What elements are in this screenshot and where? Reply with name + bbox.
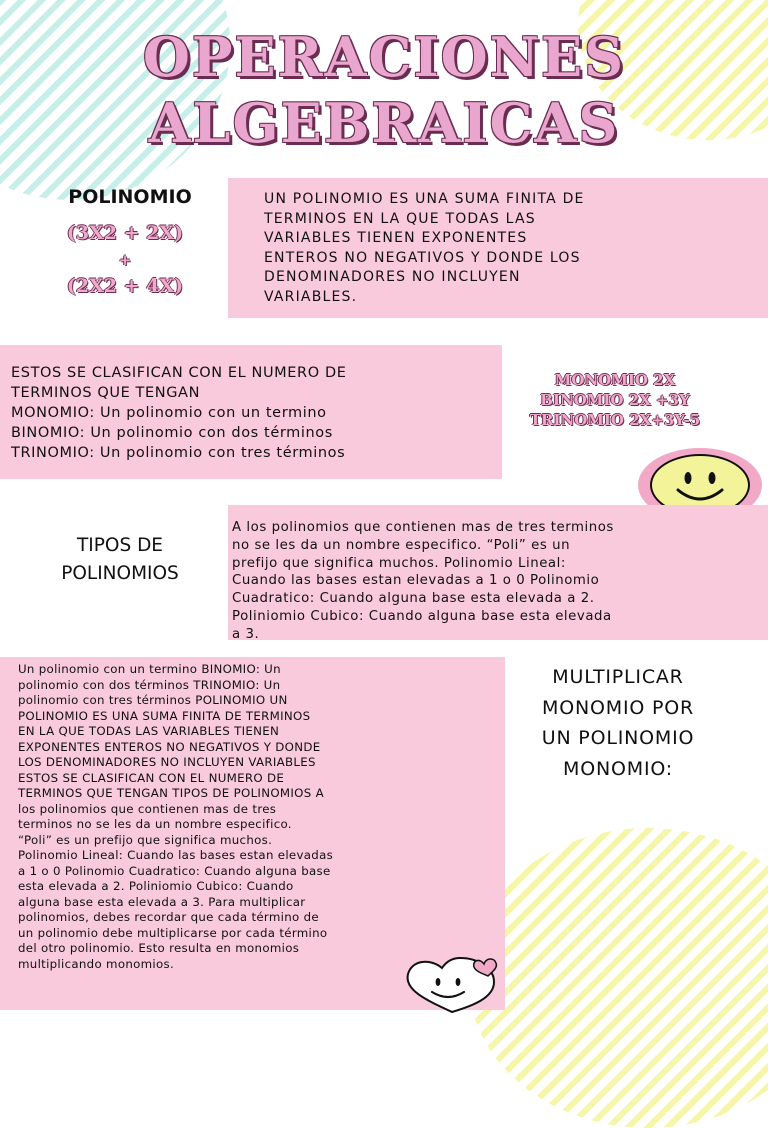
page-title-line-2: ALGEBRAICAS: [148, 91, 620, 155]
tipos-text: A los polinomios que contienen mas de tres terminos no se les da un nombre especifico. “Poli” es un prefijo que significa muchos. Polinomio Lineal: Cuando las bases estan elevadas a 1 o 0 Polinomio Cuadratico: Cuando alguna base esta elevada a 2. Poliniomio Cubico: Cuando alguna base esta elevada a 3.: [232, 520, 614, 642]
heart-smiley-icon: [396, 954, 508, 1014]
yellow-stripes-decoration-bottom: [468, 828, 768, 1128]
tipos-heading: TIPOS DE POLINOMIOS: [61, 535, 179, 584]
resumen-text: Un polinomio con un termino BINOMIO: Un polinomio con dos términos TRINOMIO: Un polinomio con tres términos POLINOMIO UN POLINOMIO ES UNA SUMA FINITA DE TERMINOS EN LA QUE TODAS LAS VARIABLES TIENEN EXPONENTES ENTEROS NO NEGATIVOS Y DONDE LOS DENOMINADORES NO INCLUYEN VARIABLES ESTOS SE CLASIFICAN CON EL NUMERO DE TERMINOS QUE TENGAN TIPOS DE POLINOMIOS A los polinomios que contienen mas de tres terminos no se les da un nombre especifico. “Poli” es un prefijo que significa muchos. Polinomio Lineal: Cuando las bases estan elevadas a 1 o 0 Polinomio Cuadratico: Cuando alguna base esta elevada a 2. Poliniomio Cubico: Cuando alguna base esta elevada a 3. Para multiplicar polinomios, debes recordar que cada término de un polinomio debe multiplicarse por cada término del otro polinomio. Esto resulta en monomios multiplicando monomios.: [18, 662, 334, 971]
polinomio-expression-2: (2X2 + 4X): [66, 275, 184, 297]
clasificacion-text: ESTOS SE CLASIFICAN CON EL NUMERO DE TERMINOS QUE TENGAN MONOMIO: Un polinomio con un termino BINOMIO: Un polinomio con dos términos TRINOMIO: Un polinomio con tres términos: [11, 365, 347, 461]
polinomio-plus-sign: +: [118, 251, 132, 269]
page-title-line-1: OPERACIONES: [142, 25, 626, 89]
polinomio-expression-1: (3X2 + 2X): [66, 222, 184, 244]
multiplicar-heading: MULTIPLICAR MONOMIO POR UN POLINOMIO MONOMIO:: [541, 666, 695, 780]
example-trinomio: TRINOMIO 2X+3Y-5: [529, 411, 701, 429]
tipos-box: [228, 505, 768, 640]
polinomio-definition-box: [228, 178, 768, 318]
clasificacion-box: [0, 345, 502, 479]
example-binomio: BINOMIO 2X +3Y: [540, 391, 690, 409]
polinomio-definition-text: UN POLINOMIO ES UNA SUMA FINITA DE TERMINOS EN LA QUE TODAS LAS VARIABLES TIENEN EXPONENTES ENTEROS NO NEGATIVOS Y DONDE LOS DENOMINADORES NO INCLUYEN VARIABLES.: [264, 191, 585, 305]
polinomio-heading: POLINOMIO: [68, 186, 192, 208]
example-monomio: MONOMIO 2X: [554, 371, 676, 389]
